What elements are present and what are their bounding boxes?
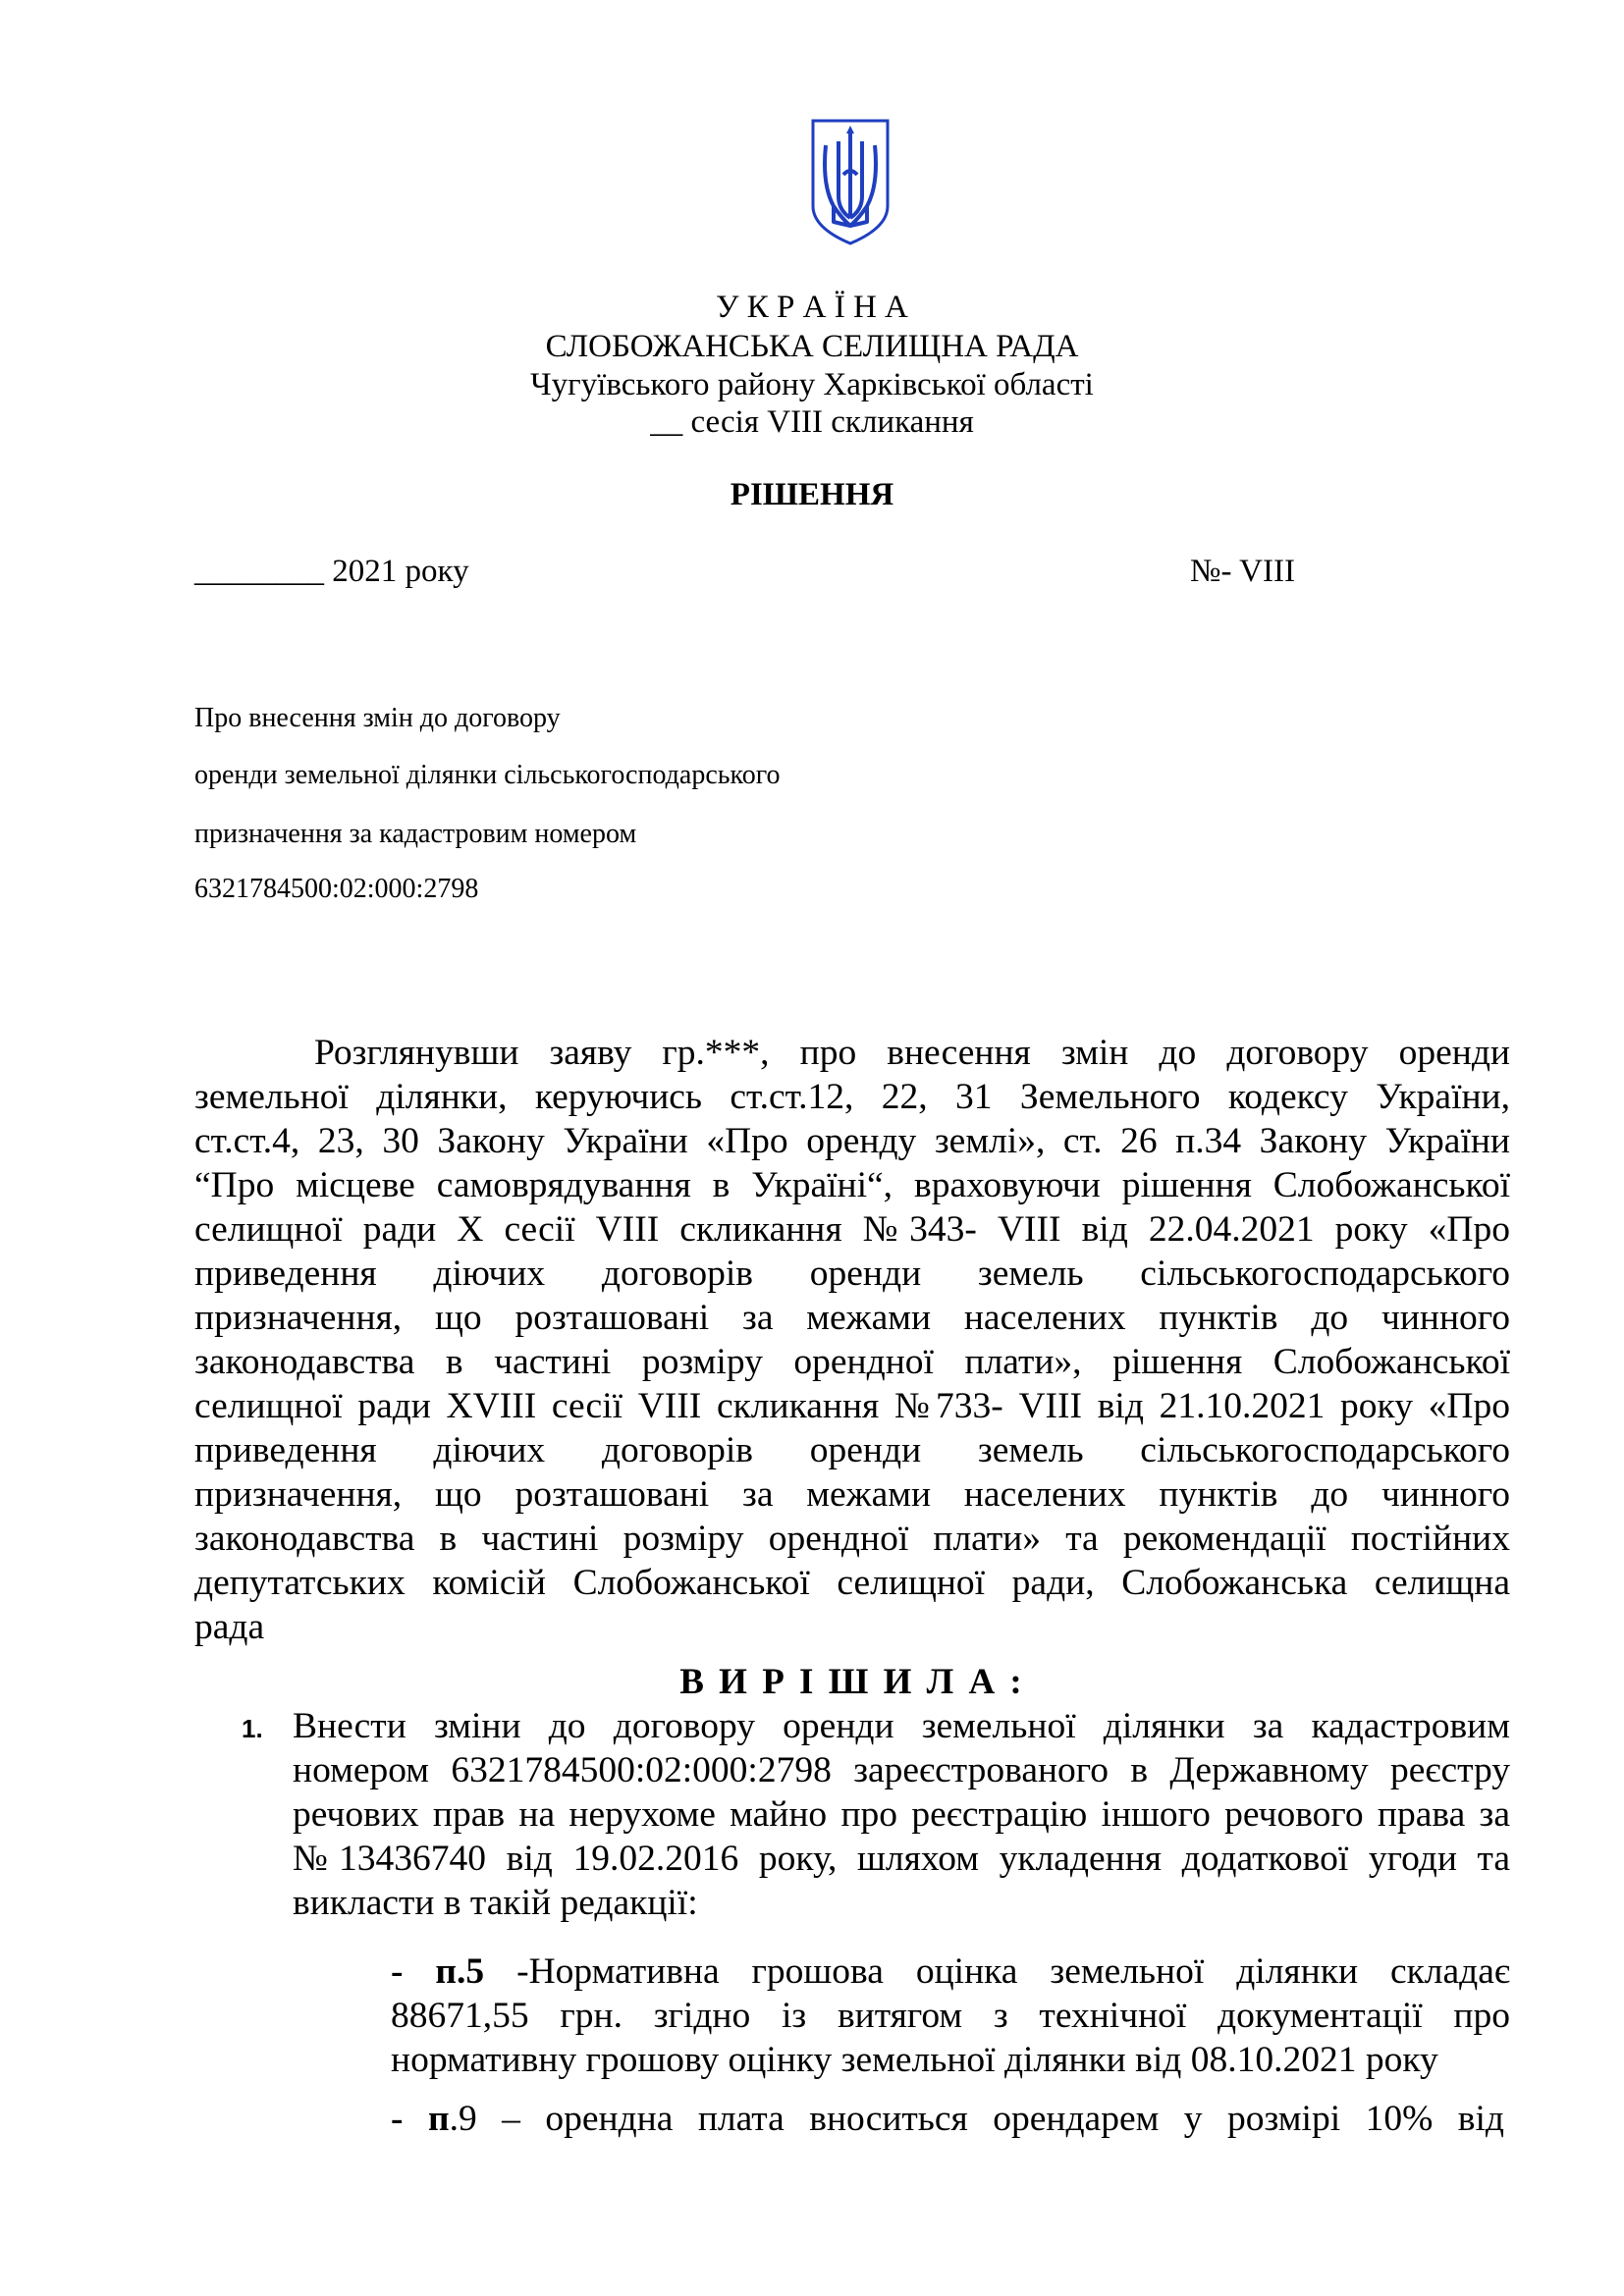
country-name: У К Р А Ї Н А	[716, 290, 908, 325]
decision-date: ________ 2021 року	[194, 554, 469, 589]
sub-item-prefix: - п	[391, 2099, 450, 2139]
sub-item	[391, 1949, 1510, 2082]
preamble-line: селищної ради ХVІІІ сесії VІІІ скликання №733- VІІІ від 21.10.2021 року «Про	[194, 1386, 1510, 1426]
preamble-line: Розглянувши заяву гр.***, про внесення змін до договору оренди	[314, 1033, 1510, 1073]
decision-heading: В И Р І Ш И Л А :	[679, 1662, 1025, 1702]
sub-item	[391, 2097, 1504, 2141]
preamble-line: законодавства в частині розміру орендної плати», рішення Слобожанської	[194, 1342, 1510, 1382]
preamble-line: призначення, що розташовані за межами населених пунктів до чинного	[194, 1474, 1510, 1515]
preamble-line: селищної ради Х сесії VІІІ скликання №343- VІІІ від 22.04.2021 року «Про	[194, 1209, 1510, 1250]
decision-item	[293, 1704, 1510, 1925]
preamble-line: рада	[194, 1607, 265, 1647]
preamble-line: ст.ст.4, 23, 30 Закону України «Про оренду землі», ст. 26 п.34 Закону України	[194, 1121, 1510, 1161]
subject-line: оренди земельної ділянки сільськогосподарського	[194, 760, 781, 790]
preamble	[194, 1031, 1510, 1649]
item-line: Внести зміни до договору оренди земельної ділянки за кадастровим	[293, 1706, 1510, 1746]
item-number: 1.	[242, 1714, 263, 1743]
subject-line: Про внесення змін до договору	[194, 703, 561, 733]
subject-line: 6321784500:02:000:2798	[194, 874, 479, 904]
item-line: викласти в такій редакції:	[293, 1883, 698, 1923]
district-name: Чугуївського району Харківської області	[530, 367, 1094, 402]
decision-number: №- VIII	[1190, 554, 1295, 589]
document-title: РІШЕННЯ	[730, 477, 894, 512]
sub-item-prefix: - п.5	[391, 1951, 485, 1992]
coat-of-arms-icon	[808, 116, 893, 247]
preamble-line: депутатських комісій Слобожанської селищної ради, Слобожанська селищна	[194, 1563, 1510, 1603]
preamble-line: приведення діючих договорів оренди земель сільськогосподарського	[194, 1430, 1510, 1470]
subject-line: призначення за кадастровим номером	[194, 819, 637, 849]
item-line: речових прав на нерухоме майно про реєстрацію іншого речового права за	[293, 1794, 1510, 1835]
sub-item-line: 88671,55 грн. згідно із витягом з технічної документації про	[391, 1996, 1510, 2036]
preamble-line: приведення діючих договорів оренди земель сільськогосподарського	[194, 1254, 1510, 1294]
sub-item-line: - п.9 – орендна плата вноситься орендарем у розмірі 10% від	[391, 2099, 1504, 2139]
sub-item-line: - п.5 -Нормативна грошова оцінка земельної ділянки складає	[391, 1951, 1510, 1992]
preamble-line: “Про місцеве самоврядування в Україні“, враховуючи рішення Слобожанської	[194, 1165, 1510, 1205]
council-name: СЛОБОЖАНСЬКА СЕЛИЩНА РАДА	[545, 329, 1079, 364]
preamble-line: земельної ділянки, керуючись ст.ст.12, 22, 31 Земельного кодексу України,	[194, 1077, 1510, 1117]
preamble-line: призначення, що розташовані за межами населених пунктів до чинного	[194, 1298, 1510, 1338]
preamble-line: законодавства в частині розміру орендної плати» та рекомендації постійних	[194, 1519, 1510, 1559]
item-line: №13436740 від 19.02.2016 року, шляхом укладення додаткової угоди та	[293, 1839, 1510, 1879]
sub-item-line: нормативну грошову оцінку земельної ділянки від 08.10.2021 року	[391, 2040, 1438, 2080]
item-line: номером 6321784500:02:000:2798 зареєстрованого в Державному реєстру	[293, 1750, 1510, 1790]
session-label: __ сесія VIII скликання	[650, 404, 974, 440]
